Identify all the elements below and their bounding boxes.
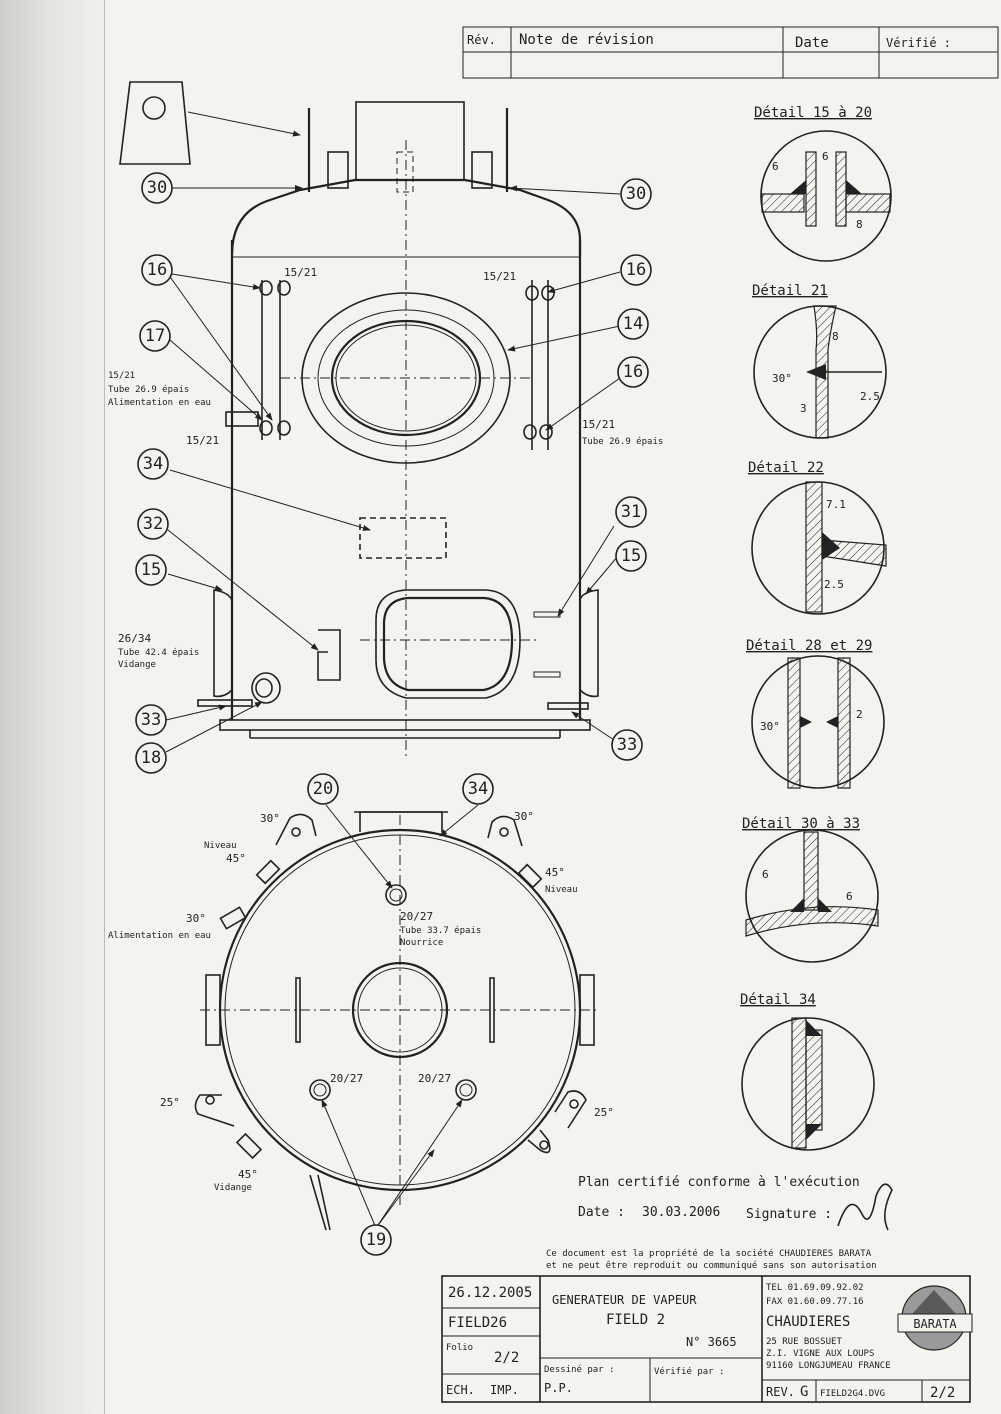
tb-tel: TEL 01.69.09.92.02 (766, 1283, 864, 1293)
tb-folio-label: Folio (446, 1343, 474, 1353)
vidange-label: Vidange (118, 660, 156, 670)
tb-fax: FAX 01.60.09.77.16 (766, 1297, 864, 1307)
title-block (442, 1276, 972, 1402)
note-header: Note de révision (519, 32, 654, 48)
label-15-21-b: 15/21 (483, 270, 517, 283)
tb-ech: ECH. (446, 1383, 475, 1397)
tb-checked-label: Vérifié par : (654, 1367, 725, 1377)
dim-6-a: 6 (772, 160, 779, 173)
rev-header: Rév. (467, 33, 496, 47)
balloon-34-front: 34 (142, 454, 164, 474)
nozzle-20-27-a: 20/27 (400, 910, 434, 923)
cert-date-label: Date : (578, 1205, 625, 1220)
detail-15-20-title: Détail 15 à 20 (754, 105, 873, 121)
front-elevation (120, 82, 620, 760)
balloon-16-mid: 16 (622, 362, 644, 382)
tb-addr2: Z.I. VIGNE AUX LOUPS (766, 1349, 875, 1359)
tb-sheet: 2/2 (930, 1385, 956, 1401)
dim-30-b: 30° (760, 720, 780, 733)
tb-addr3: 91160 LONGJUMEAU FRANCE (766, 1361, 891, 1371)
revision-table (463, 27, 998, 78)
date-header: Date (795, 35, 829, 51)
tb-drawn-by: P.P. (544, 1381, 573, 1395)
niveau-right: Niveau (545, 885, 578, 895)
detail-34-title: Détail 34 (740, 992, 816, 1008)
nozzle-20-27-b: 20/27 (330, 1072, 364, 1085)
balloon-17: 17 (144, 326, 166, 346)
tb-rev-label: REV. (766, 1385, 795, 1399)
tb-brand: BARATA (913, 1317, 957, 1331)
barata-logo (898, 1286, 972, 1350)
angle-45-bottom: 45° (238, 1168, 258, 1181)
balloon-30-right: 30 (625, 184, 647, 204)
vidange-bottom: Vidange (214, 1183, 252, 1193)
balloon-33-right: 33 (616, 735, 638, 755)
detail-22-title: Détail 22 (748, 460, 824, 476)
balloon-20: 20 (312, 779, 334, 799)
callout-balloons (136, 173, 651, 1255)
dim-6-b: 6 (822, 150, 829, 163)
angle-25-left: 25° (160, 1096, 180, 1109)
cert-signature-label: Signature : (746, 1207, 833, 1222)
cert-line: Plan certifié conforme à l'exécution (578, 1175, 860, 1190)
angle-30-left: 30° (260, 812, 280, 825)
tb-ref: FIELD26 (448, 1315, 508, 1331)
dim-3: 3 (800, 402, 807, 415)
nourrice-label: Nourrice (400, 938, 444, 948)
dim-8-b: 8 (832, 330, 839, 343)
balloon-14: 14 (622, 314, 644, 334)
cert-date: 30.03.2006 (642, 1205, 721, 1220)
angle-45-left: 45° (226, 852, 246, 865)
tb-company: CHAUDIERES (766, 1314, 851, 1330)
tube-alim-2: Alimentation en eau (108, 398, 211, 408)
nozzle-20-27-c: 20/27 (418, 1072, 452, 1085)
angle-30-bottom: 30° (186, 912, 206, 925)
dim-6-d: 6 (846, 890, 853, 903)
tb-addr1: 25 RUE BOSSUET (766, 1337, 842, 1347)
ownership-line-2: et ne peut être reproduit ou communiqué sans son autorisation (546, 1261, 877, 1271)
vidange-tube: Tube 42.4 épais (118, 648, 200, 658)
alim-bottom: Alimentation en eau (108, 931, 211, 941)
label-15-21-c: 15/21 (108, 371, 136, 381)
dim-8-a: 8 (856, 218, 863, 231)
niveau-left: Niveau (204, 841, 237, 851)
angle-45-right: 45° (545, 866, 565, 879)
tb-drawn-label: Dessiné par : (544, 1365, 615, 1375)
detail-21-title: Détail 21 (752, 283, 828, 299)
dim-2: 2 (856, 708, 863, 721)
balloon-30-left: 30 (146, 178, 168, 198)
balloon-15-left: 15 (140, 560, 162, 580)
signature (838, 1184, 892, 1230)
label-15-21-a: 15/21 (284, 266, 318, 279)
tb-title-1: GENERATEUR DE VAPEUR (552, 1293, 697, 1307)
balloon-16-right: 16 (625, 260, 647, 280)
tb-rev: G (800, 1384, 809, 1400)
tb-file: FIELD2G4.DVG (820, 1389, 886, 1399)
balloon-15-right: 15 (620, 546, 642, 566)
balloon-33-left: 33 (140, 710, 162, 730)
tb-number: N° 3665 (686, 1335, 737, 1349)
vidange-size: 26/34 (118, 632, 152, 645)
dim-2-5-b: 2.5 (824, 578, 844, 591)
tube-26-9: Tube 26.9 épais (582, 437, 664, 447)
angle-25-right: 25° (594, 1106, 614, 1119)
plan-view (195, 805, 600, 1230)
balloon-31: 31 (620, 502, 642, 522)
balloon-16-left: 16 (146, 260, 168, 280)
ownership-line-1: Ce document est la propriété de la société CHAUDIERES BARATA (546, 1249, 872, 1259)
tb-folio: 2/2 (494, 1350, 520, 1366)
tb-title-2: FIELD 2 (606, 1312, 666, 1328)
tb-date: 26.12.2005 (448, 1285, 533, 1301)
balloon-18: 18 (140, 748, 162, 768)
detail-28-29-title: Détail 28 et 29 (746, 638, 873, 654)
angle-30-right: 30° (514, 810, 534, 823)
balloon-32: 32 (142, 514, 164, 534)
certification (546, 1175, 892, 1271)
tb-imp: IMP. (490, 1383, 519, 1397)
dim-7-1: 7.1 (826, 498, 846, 511)
tube-33-7: Tube 33.7 épais (400, 926, 482, 936)
dim-2-5-a: 2.5 (860, 390, 880, 403)
dim-30-a: 30° (772, 372, 792, 385)
detail-30-33-title: Détail 30 à 33 (742, 816, 861, 832)
dim-6-c: 6 (762, 868, 769, 881)
label-15-21-d: 15/21 (186, 434, 220, 447)
label-15-21-e: 15/21 (582, 418, 616, 431)
balloon-34-plan: 34 (467, 779, 489, 799)
verified-header: Vérifié : (886, 36, 952, 50)
balloon-19: 19 (365, 1230, 387, 1250)
tube-alim-1: Tube 26.9 épais (108, 385, 190, 395)
